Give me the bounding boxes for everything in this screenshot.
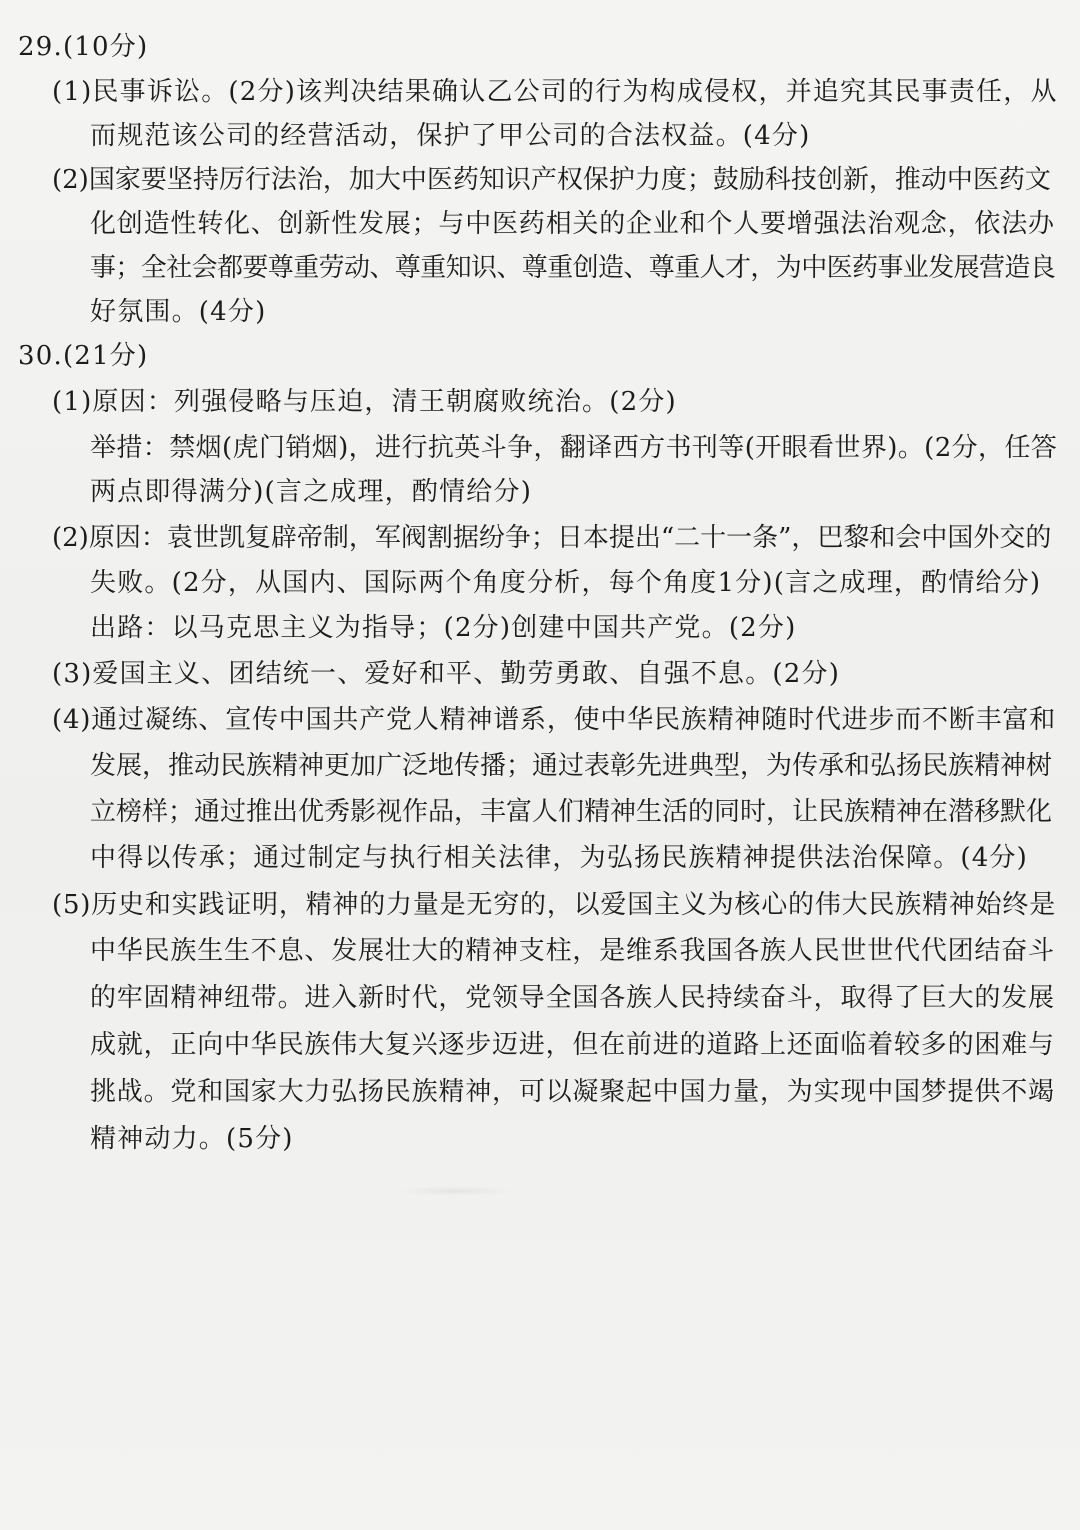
scan-smudge <box>395 1186 515 1196</box>
q30-part5-line6: 精神动力。(5分) <box>90 1124 294 1154</box>
q30-part5-line5: 挑战。党和国家大力弘扬民族精神，可以凝聚起中国力量，为实现中国梦提供不竭 <box>90 1077 1055 1107</box>
q30-part4-line3: 立榜样；通过推出优秀影视作品，丰富人们精神生活的同时，让民族精神在潜移默化 <box>90 797 1053 827</box>
q30-part1-line2: 举措：禁烟(虎门销烟)，进行抗英斗争，翻译西方书刊等(开眼看世界)。(2分，任答 <box>90 433 1058 463</box>
q30-part5-line2: 中华民族生生不息、发展壮大的精神支柱，是维系我国各族人民世世代代团结奋斗 <box>90 936 1055 966</box>
q30-part2-line2: 失败。(2分，从国内、国际两个角度分析，每个角度1分)(言之成理，酌情给分) <box>90 568 1042 598</box>
q30-part5-line4: 成就，正向中华民族伟大复兴逐步迈进，但在前进的道路上还面临着较多的困难与 <box>90 1030 1055 1060</box>
q29-part2-line2: 化创造性转化、创新性发展；与中医药相关的企业和个人要增强法治观念，依法办 <box>90 209 1055 239</box>
q30-part3-line1: (3)爱国主义、团结统一、爱好和平、勤劳勇敢、自强不息。(2分) <box>52 659 841 689</box>
q30-part1-line3: 两点即得满分)(言之成理，酌情给分) <box>90 477 533 507</box>
q30-part2-line3: 出路：以马克思主义为指导；(2分)创建中国共产党。(2分) <box>90 613 797 643</box>
q29-part1-line2: 而规范该公司的经营活动，保护了甲公司的合法权益。(4分) <box>90 121 811 151</box>
q30-part4-line1: (4)通过凝练、宣传中国共产党人精神谱系，使中华民族精神随时代进步而不断丰富和 <box>52 705 1057 735</box>
q29-part2-line3: 事；全社会都要尊重劳动、尊重知识、尊重创造、尊重人才，为中医药事业发展营造良 <box>90 253 1056 283</box>
q29-part1-line1: (1)民事诉讼。(2分)该判决结果确认乙公司的行为构成侵权，并追究其民事责任，从 <box>52 77 1058 107</box>
q30-part2-line1: (2)原因：袁世凯复辟帝制，军阀割据纷争；日本提出“二十一条”，巴黎和会中国外交的 <box>52 523 1052 553</box>
q29-part2-line1: (2)国家要坚持厉行法治，加大中医药知识产权保护力度；鼓励科技创新，推动中医药文 <box>52 165 1051 195</box>
q30-part4-line2: 发展，推动民族精神更加广泛地传播；通过表彰先进典型，为传承和弘扬民族精神树 <box>90 751 1053 781</box>
q30-part4-line4: 中得以传承；通过制定与执行相关法律，为弘扬民族精神提供法治保障。(4分) <box>90 843 1029 873</box>
q30-header: 30.(21分) <box>18 341 149 371</box>
q29-header: 29.(10分) <box>18 32 149 62</box>
q30-part5-line1: (5)历史和实践证明，精神的力量是无穷的，以爱国主义为核心的伟大民族精神始终是 <box>52 890 1057 920</box>
q30-part5-line3: 的牢固精神纽带。进入新时代，党领导全国各族人民持续奋斗，取得了巨大的发展 <box>90 983 1055 1013</box>
q30-part1-line1: (1)原因：列强侵略与压迫，清王朝腐败统治。(2分) <box>52 387 677 417</box>
q29-part2-line4: 好氛围。(4分) <box>90 297 267 327</box>
